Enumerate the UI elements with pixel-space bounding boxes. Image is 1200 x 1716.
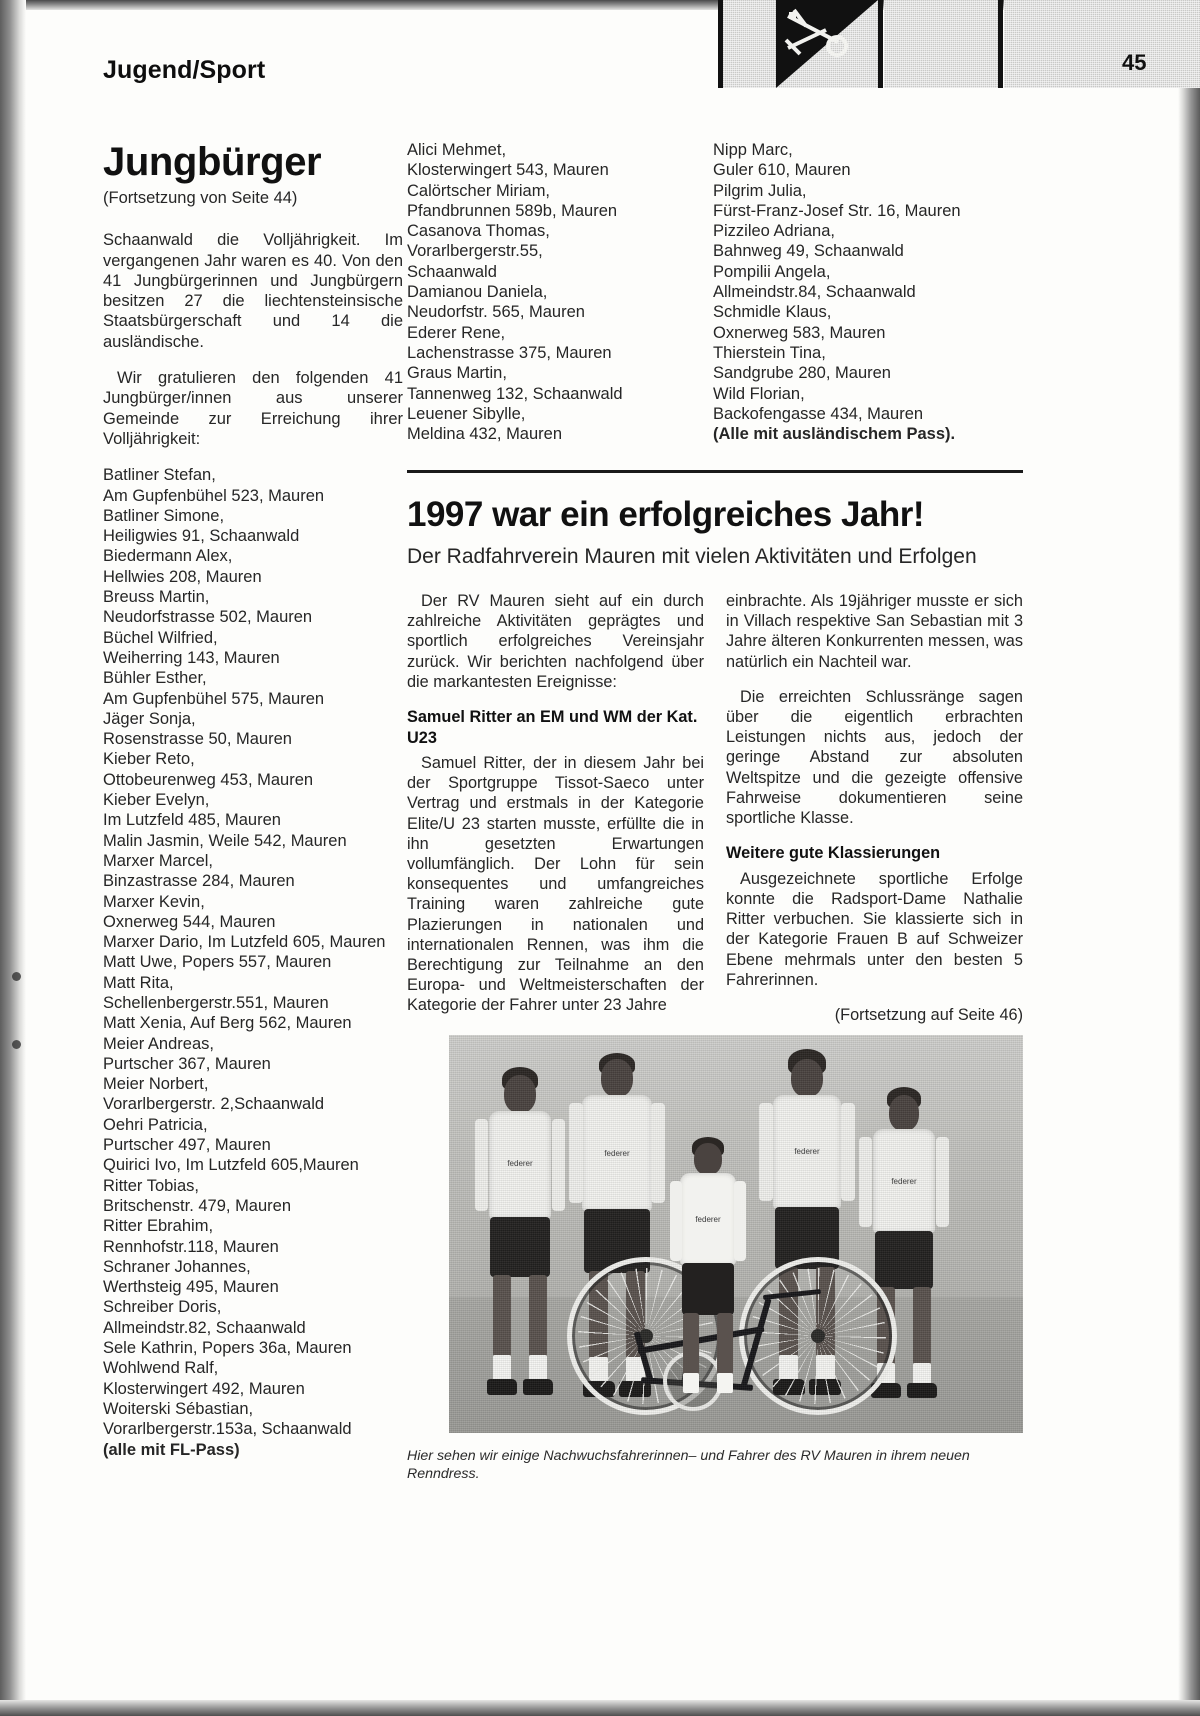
name-entry-line: Weiherring 143, Mauren [103, 648, 280, 667]
scan-edge-bottom [0, 1700, 1200, 1716]
header-panel [884, 0, 998, 88]
name-entry-line: Matt Uwe, Popers 557, Mauren [103, 953, 332, 972]
article-continuation-note: (Fortsetzung auf Seite 46) [834, 1005, 1023, 1024]
name-entry-line: Ottobeurenweg 453, Mauren [103, 770, 314, 789]
name-entry-line: Schraner Johannes, [103, 1257, 251, 1276]
name-entry-line: Werthsteig 495, Mauren [103, 1278, 279, 1297]
section-divider [407, 470, 1023, 473]
name-entry-line: Am Gupfenbühel 575, Mauren [103, 689, 325, 708]
name-entry-line: Allmeindstr.84, Schaanwald [713, 283, 916, 302]
name-entry-line: Backofengasse 434, Mauren [713, 404, 924, 423]
hole-punch-mark [12, 972, 21, 981]
name-entry-line: Am Gupfenbühel 523, Mauren [103, 486, 325, 505]
name-entry-line: Quirici Ivo, Im Lutzfeld 605,Mauren [103, 1156, 359, 1175]
names-list-column-one [103, 465, 403, 1439]
name-entry-line: Vorarlbergerstr. 2,Schaanwald [103, 1095, 325, 1114]
header-decoration [718, 0, 1200, 88]
name-entry-line: Fürst-Franz-Josef Str. 16, Mauren [713, 201, 961, 220]
name-entry-line: Klosterwingert 543, Mauren [407, 161, 609, 180]
intro-paragraph-2: Wir gratulieren den folgenden 41 Jungbürger/innen aus unserer Gemeinde zur Erreichung ihrer Volljährigkeit: [103, 369, 403, 448]
page-number: 45 [1122, 50, 1147, 75]
name-entry-line: Kieber Reto, [103, 750, 195, 769]
name-entry-line: Meldina 432, Mauren [407, 425, 563, 444]
name-entry-line: Malin Jasmin, Weile 542, Mauren [103, 831, 347, 850]
name-entry-line: Oxnerweg 544, Mauren [103, 912, 276, 931]
column-two [407, 140, 707, 444]
name-entry-line: Büchel Wilfried, [103, 628, 218, 647]
name-entry-line: Schaanwald [407, 262, 497, 281]
name-entry-line: Purtscher 367, Mauren [103, 1054, 271, 1073]
column-one [103, 140, 403, 1460]
page-header [0, 0, 1200, 108]
column-three [713, 140, 1023, 444]
name-entry-line: Neudorfstrasse 502, Mauren [103, 608, 313, 627]
name-entry-line: Wild Florian, [713, 384, 805, 403]
article-continuation: einbrachte. Als 19jähriger musste er sich in Villach respektive San Sebastian mit 3 Jahre älteren Konkurrenten messen, was natürlich ein Nachteil war. [726, 592, 1023, 671]
name-entry-line: Batliner Simone, [103, 506, 225, 525]
article-paragraph-three: Ausgezeichnete sportliche Erfolge konnte die Radsport-Dame Nathalie Ritter verbuchen. Sie klassierte sich in der Kategorie Frauen B auf Schweizer Ebene mehrmals unter den besten 5 Fahrerinnen. [726, 869, 1023, 989]
name-entry-line: Pizzileo Adriana, [713, 222, 835, 241]
article-rv-mauren [407, 470, 1023, 1040]
name-entry-line: Wohlwend Ralf, [103, 1359, 219, 1378]
name-entry-line: Meier Norbert, [103, 1075, 209, 1094]
name-entry-line: Woiterski Sébastian, [103, 1399, 254, 1418]
header-divider [998, 0, 1003, 88]
section-title: Jugend/Sport [103, 56, 266, 84]
scan-edge-right [1178, 0, 1200, 1716]
article-subtitle: Der Radfahrverein Mauren mit vielen Aktivitäten und Erfolgen [407, 545, 977, 568]
name-entry-line: Schmidle Klaus, [713, 303, 832, 322]
names-list-column-two [407, 140, 707, 444]
name-entry-line: Calörtscher Miriam, [407, 181, 551, 200]
scan-edge-left [0, 0, 26, 1716]
name-entry-line: Britschenstr. 479, Mauren [103, 1196, 292, 1215]
name-entry-line: Marxer Kevin, [103, 892, 205, 911]
name-entry-line: Casanova Thomas, [407, 222, 550, 241]
name-entry-line: Sele Kathrin, Popers 36a, Mauren [103, 1339, 352, 1358]
article-column-right [726, 591, 1023, 1040]
continuation-note: (Fortsetzung von Seite 44) [103, 189, 298, 207]
article-column-left [407, 591, 704, 1040]
name-entry-line: Allmeindstr.82, Schaanwald [103, 1318, 306, 1337]
name-entry-line: Batliner Stefan, [103, 466, 216, 485]
name-entry-line: Nipp Marc, [713, 141, 793, 159]
name-entry-line: Graus Martin, [407, 364, 507, 383]
name-entry-line: Binzastrasse 284, Mauren [103, 872, 295, 891]
name-entry-line: Biedermann Alex, [103, 547, 233, 566]
name-entry-line: Matt Xenia, Auf Berg 562, Mauren [103, 1014, 352, 1033]
name-entry-line: Heiligwies 91, Schaanwald [103, 527, 300, 546]
name-entry-line: Vorarlbergerstr.153a, Schaanwald [103, 1420, 352, 1439]
name-entry-line: Oehri Patricia, [103, 1115, 208, 1134]
name-entry-line: Ritter Ebrahim, [103, 1217, 214, 1236]
name-entry-line: Breuss Martin, [103, 588, 210, 607]
rider-figure: federer [761, 1049, 853, 1405]
name-entry-line: Sandgrube 280, Mauren [713, 364, 891, 383]
name-entry-line: Oxnerweg 583, Mauren [713, 323, 886, 342]
name-entry-line: Pilgrim Julia, [713, 181, 807, 200]
name-entry-line: Marxer Marcel, [103, 851, 214, 870]
name-entry-line: Lachenstrasse 375, Mauren [407, 343, 612, 362]
names-footer-fl-pass: (alle mit FL-Pass) [103, 1440, 240, 1459]
name-entry-line: Kieber Evelyn, [103, 791, 210, 810]
name-entry-line: Neudorfstr. 565, Mauren [407, 303, 585, 322]
name-entry-line: Schellenbergerstr.551, Mauren [103, 993, 329, 1012]
photo-caption: Hier sehen wir einige Nachwuchsfahrerinnen– und Fahrer des RV Mauren in ihrem neuen Renndress. [407, 1448, 970, 1482]
crossed-tools-icon [780, 6, 854, 68]
name-entry-line: Rennhofstr.118, Mauren [103, 1237, 279, 1256]
name-entry-line: Rosenstrasse 50, Mauren [103, 730, 292, 749]
name-entry-line: Ritter Tobias, [103, 1176, 199, 1195]
name-entry-line: Klosterwingert 492, Mauren [103, 1379, 305, 1398]
name-entry-line: Pfandbrunnen 589b, Mauren [407, 201, 618, 220]
article-subheading-samuel-ritter: Samuel Ritter an EM und WM der Kat. U23 [407, 708, 698, 747]
name-entry-line: Tannenweg 132, Schaanwald [407, 384, 623, 403]
name-entry-line: Hellwies 208, Mauren [103, 567, 262, 586]
rider-figure: federer [477, 1067, 563, 1405]
name-entry-line: Jäger Sonja, [103, 709, 196, 728]
name-entry-line: Marxer Dario, Im Lutzfeld 605, Mauren [103, 933, 386, 952]
name-entry-line: Bühler Esther, [103, 669, 207, 688]
name-entry-line: Purtscher 497, Mauren [103, 1136, 271, 1155]
article-lead: Der RV Mauren sieht auf ein durch zahlreiche Aktivitäten geprägtes und sportlich erfolgreiches Vereinsjahr zurück. Wir berichten nachfolgend über die markantesten Ereignisse: [407, 592, 704, 691]
name-entry-line: Vorarlbergerstr.55, [407, 242, 543, 261]
hole-punch-mark [12, 1040, 21, 1049]
name-entry-line: Matt Rita, [103, 973, 174, 992]
name-entry-line: Pompilii Angela, [713, 262, 831, 281]
intro-paragraph-1: Schaanwald die Volljährigkeit. Im vergangenen Jahr waren es 40. Von den 41 Jungbürgerinnen und Jungbürgern besitzen 27 die liechtensteinsische Staatsbürgerschaft und 14 die ausländische. [103, 231, 403, 351]
name-entry-line: Alici Mehmet, [407, 141, 507, 159]
header-divider [878, 0, 883, 88]
article-headline: 1997 war ein erfolgreiches Jahr! [407, 495, 925, 534]
page-title: Jungbürger [103, 140, 322, 184]
name-entry-line: Thierstein Tina, [713, 343, 826, 362]
name-entry-line: Schreiber Doris, [103, 1298, 222, 1317]
name-entry-line: Im Lutzfeld 485, Mauren [103, 811, 281, 830]
names-footer-foreign-pass: (Alle mit ausländischem Pass). [713, 425, 956, 444]
article-paragraph-two: Die erreichten Schlussränge sagen über die eigentlich erbrachten Leistungen nichts aus, jedoch der geringe Abstand zur absoluten Weltspitze und die gezeigte offensive Fahrweise dokumentieren seine sportliche Klasse. [726, 687, 1023, 828]
header-panel [1004, 0, 1200, 88]
name-entry-line: Leuener Sibylle, [407, 404, 526, 423]
name-entry-line: Bahnweg 49, Schaanwald [713, 242, 904, 261]
header-divider [718, 0, 723, 88]
name-entry-line: Meier Andreas, [103, 1034, 214, 1053]
name-entry-line: Guler 610, Mauren [713, 161, 851, 180]
rider-figure: federer [861, 1087, 947, 1405]
article-subheading-klassierungen: Weitere gute Klassierungen [726, 844, 941, 863]
name-entry-line: Ederer Rene, [407, 323, 506, 342]
article-body-left: Samuel Ritter, der in diesem Jahr bei der Sportgruppe Tissot-Saeco unter Vertrag und erstmals in der Kategorie Elite/U 23 starten musste, erfüllte die in ihn gesetzten Erwartungen vollumfänglich. Der Lohn für sein konsequentes und umfangreiches Training waren zahlreiche gute Plazierungen in nationalen und internationalen Rennen, was ihm die Berechtigung zur Teilnahme an den Europa- und Weltmeisterschaften der Kategorie der Fahrer unter 23 Jahre [407, 754, 704, 1015]
rider-figure-child: federer [671, 1137, 745, 1405]
team-photo [449, 1035, 1023, 1433]
name-entry-line: Damianou Daniela, [407, 283, 548, 302]
names-list-column-three [713, 140, 1023, 424]
rider-figure: federer [571, 1053, 663, 1405]
